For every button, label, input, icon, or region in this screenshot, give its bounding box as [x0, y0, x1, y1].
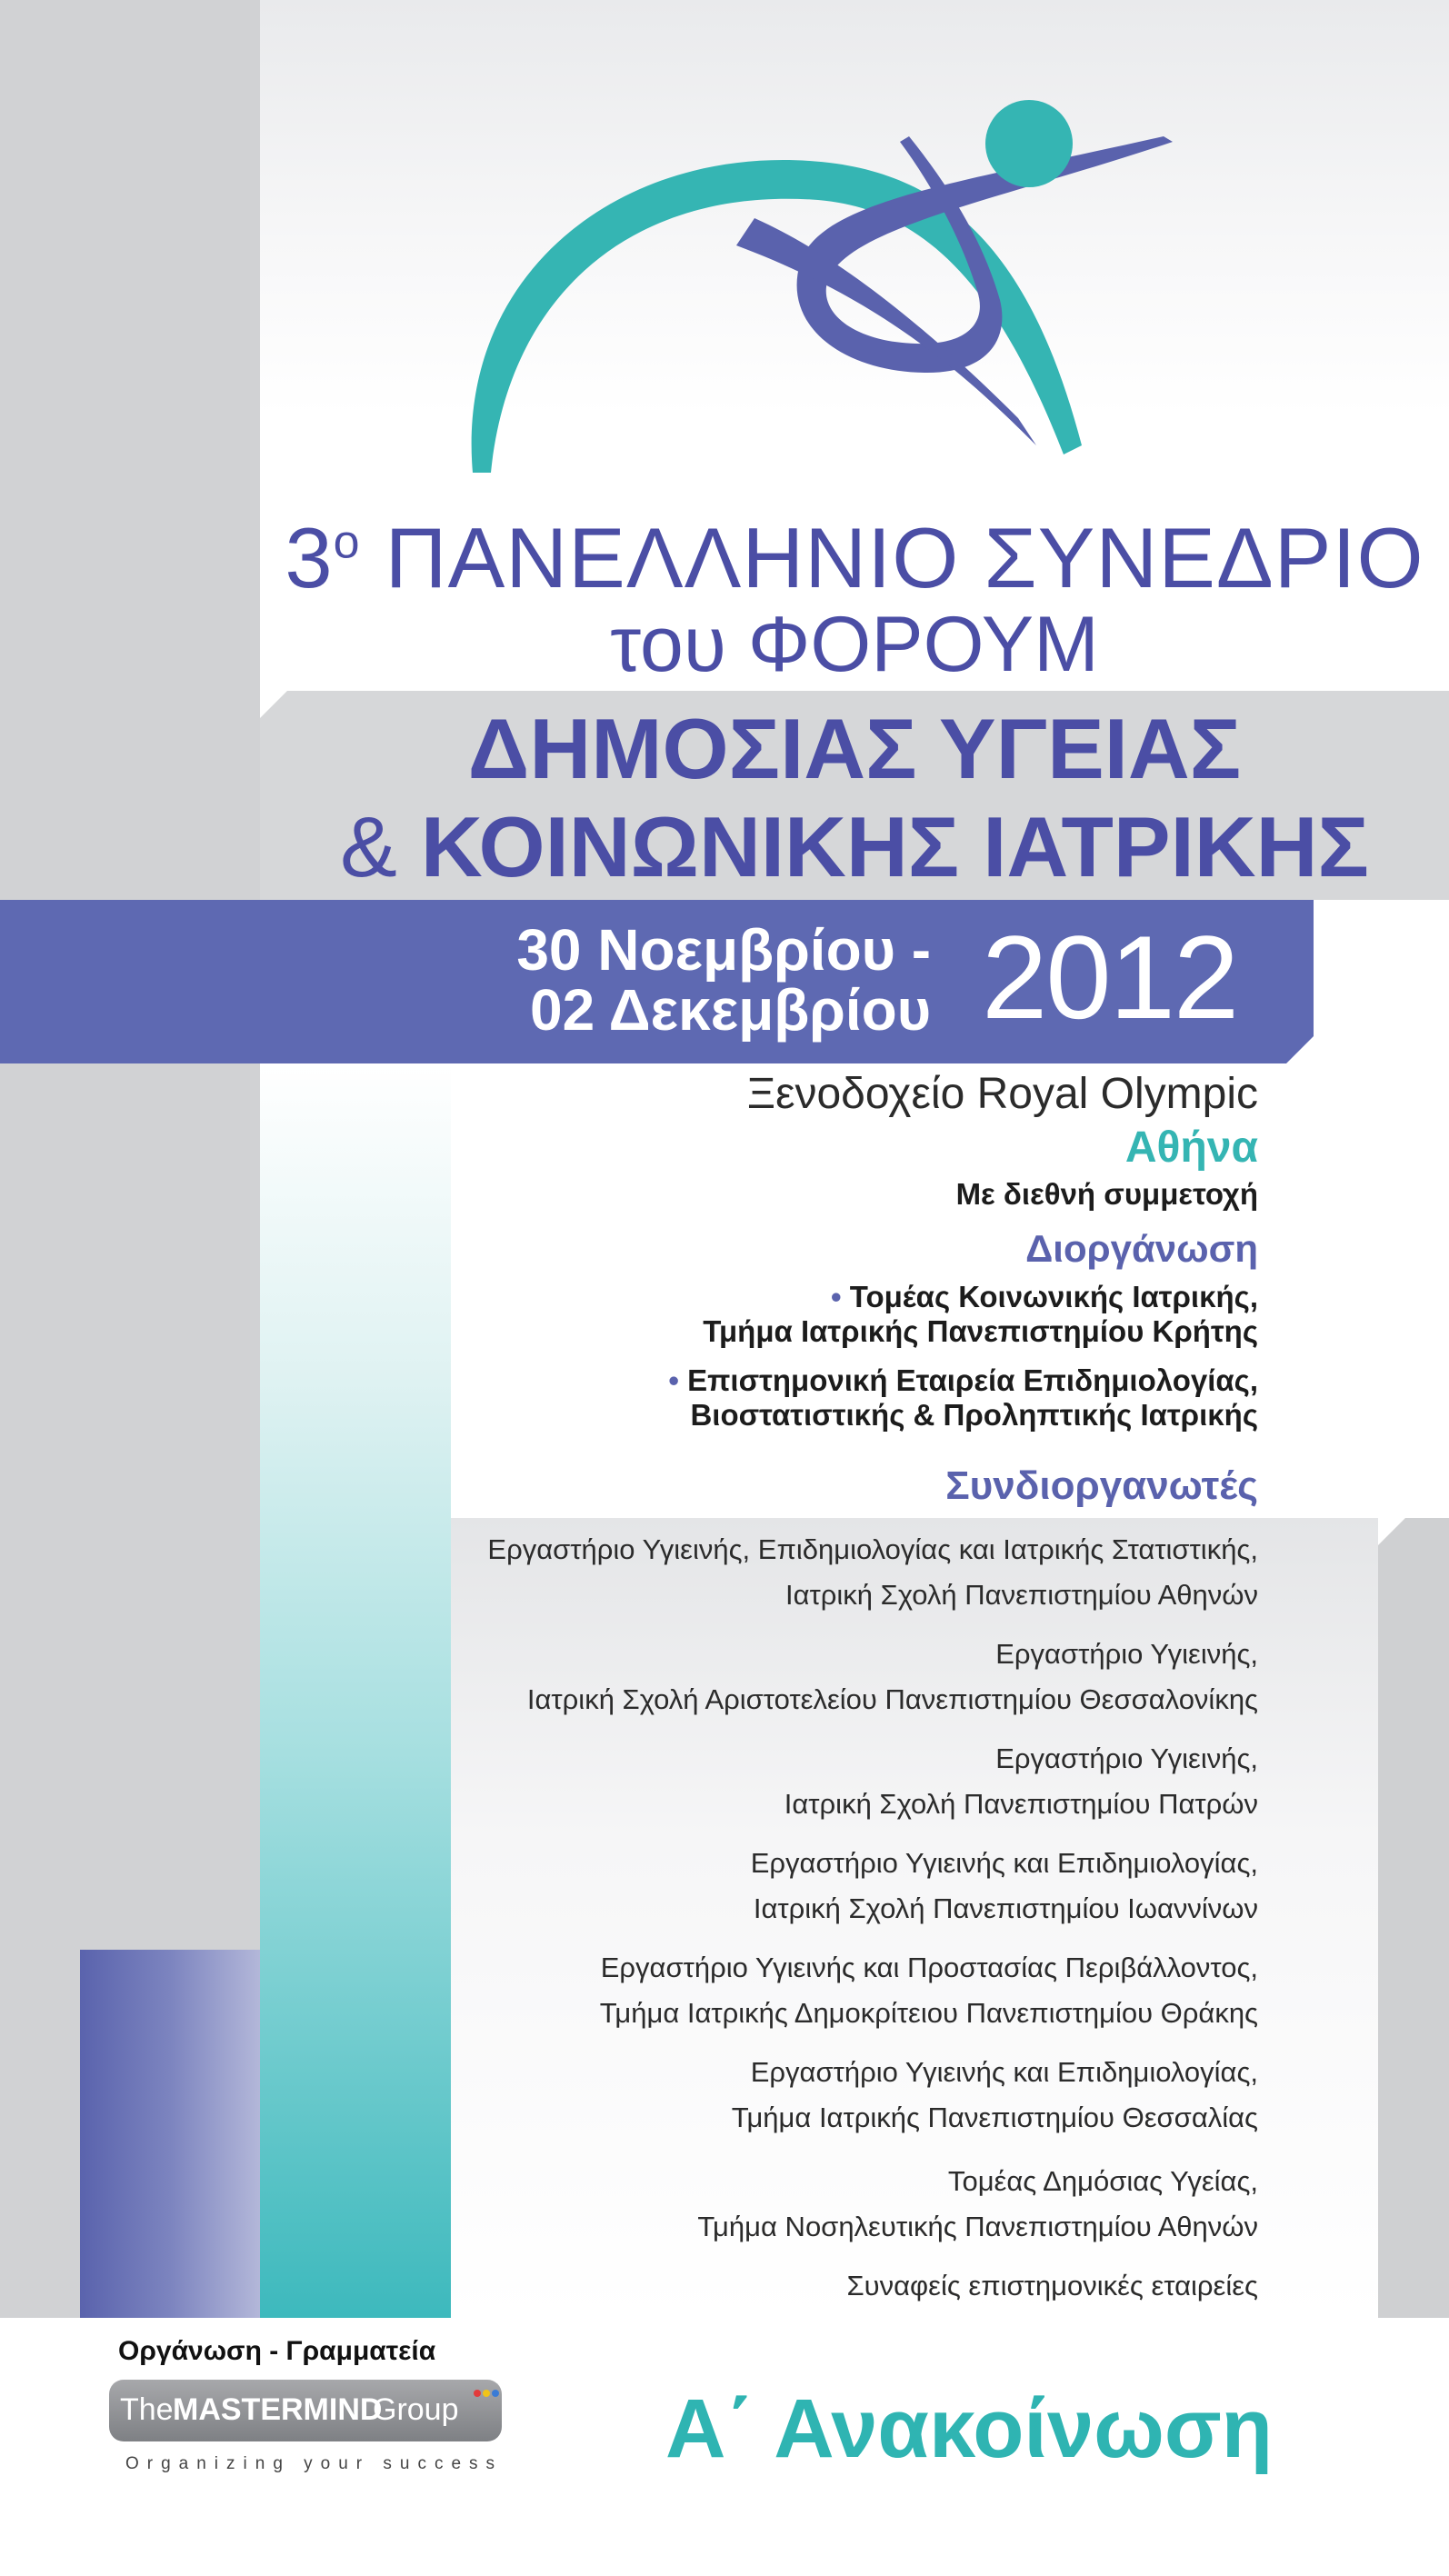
date-line2: 02 Δεκεμβρίου	[530, 977, 931, 1043]
bullet-icon: •	[668, 1363, 679, 1397]
cosponsor-item: Εργαστήριο Υγιεινής, Επιδημιολογίας και Ιατρικής Στατιστικής, Ιατρική Σχολή Πανεπιστημίου Αθηνών	[487, 1533, 1258, 1611]
date-line1: 30 Νοεμβρίου -	[516, 917, 931, 983]
organizer-item: • Τομέας Κοινωνικής Ιατρικής, Τμήμα Ιατρικής Πανεπιστημίου Κρήτης	[703, 1280, 1258, 1348]
right-grey-strip	[1378, 1518, 1449, 2318]
organization-heading: Διοργάνωση	[1025, 1227, 1258, 1270]
company-tagline: Organizing your success	[125, 2454, 504, 2473]
mastermind-logo	[109, 2380, 502, 2441]
cosponsor-item: Τομέας Δημόσιας Υγείας, Τμήμα Νοσηλευτικής Πανεπιστημίου Αθηνών	[697, 2165, 1258, 2242]
cosponsor-item: Συναφείς επιστημονικές εταιρείες	[846, 2270, 1258, 2301]
cosponsor-item: Εργαστήριο Υγιεινής, Ιατρική Σχολή Πανεπιστημίου Πατρών	[784, 1742, 1258, 1820]
conference-title-line2: του ΦΟΡΟΥΜ	[610, 601, 1099, 688]
forum-subtitle-line2: & ΚΟΙΝΩΝΙΚΗΣ ΙΑΤΡΙΚΗΣ	[340, 799, 1369, 894]
organizer-item: • Επιστημονική Εταιρεία Επιδημιολογίας, Βιοστατιστικής & Προληπτικής Ιατρικής	[668, 1363, 1258, 1432]
mastermind-group: Group	[373, 2392, 459, 2427]
cosponsor-item: Εργαστήριο Υγιεινής και Επιδημιολογίας, Τμήμα Ιατρικής Πανεπιστημίου Θεσσαλίας	[731, 2056, 1258, 2133]
conference-dates	[295, 917, 931, 1043]
mastermind-name: MASTERMIND	[173, 2392, 383, 2427]
international-participation: Με διεθνή συμμετοχή	[955, 1177, 1258, 1211]
purple-gradient-block	[80, 1950, 260, 2318]
cosponsor-item: Εργαστήριο Υγιεινής και Προστασίας Περιβάλλοντος, Τμήμα Ιατρικής Δημοκρίτειου Πανεπιστημίου Θράκης	[599, 1952, 1258, 2029]
secretariat-label: Οργάνωση - Γραμματεία	[118, 2336, 436, 2366]
cosponsors-heading: Συνδιοργανωτές	[945, 1463, 1258, 1508]
cosponsor-item: Εργαστήριο Υγιεινής, Ιατρική Σχολή Αριστοτελείου Πανεπιστημίου Θεσσαλονίκης	[526, 1638, 1258, 1715]
color-dots-icon	[473, 2387, 500, 2400]
bullet-icon: •	[831, 1280, 842, 1313]
conference-title: $3^o$ ΠΑΝΕΛΛΗΝΙΟ ΣΥΝΕΔΡΙΟ	[285, 510, 1424, 605]
conference-year: 2012	[982, 911, 1238, 1043]
venue-city: Αθήνα	[1124, 1123, 1258, 1172]
announcement-title: Α΄ Ανακοίνωση	[665, 2382, 1273, 2475]
forum-subtitle-line1: ΔΗΜΟΣΙΑΣ ΥΓΕΙΑΣ	[467, 701, 1242, 796]
venue-hotel: Ξενοδοχείο Royal Olympic	[746, 1070, 1258, 1118]
forum-logo-icon	[455, 100, 1273, 500]
cosponsor-item: Εργαστήριο Υγιεινής και Επιδημιολογίας, Ιατρική Σχολή Πανεπιστημίου Ιωαννίνων	[750, 1847, 1258, 1924]
mastermind-the: The	[120, 2392, 174, 2427]
